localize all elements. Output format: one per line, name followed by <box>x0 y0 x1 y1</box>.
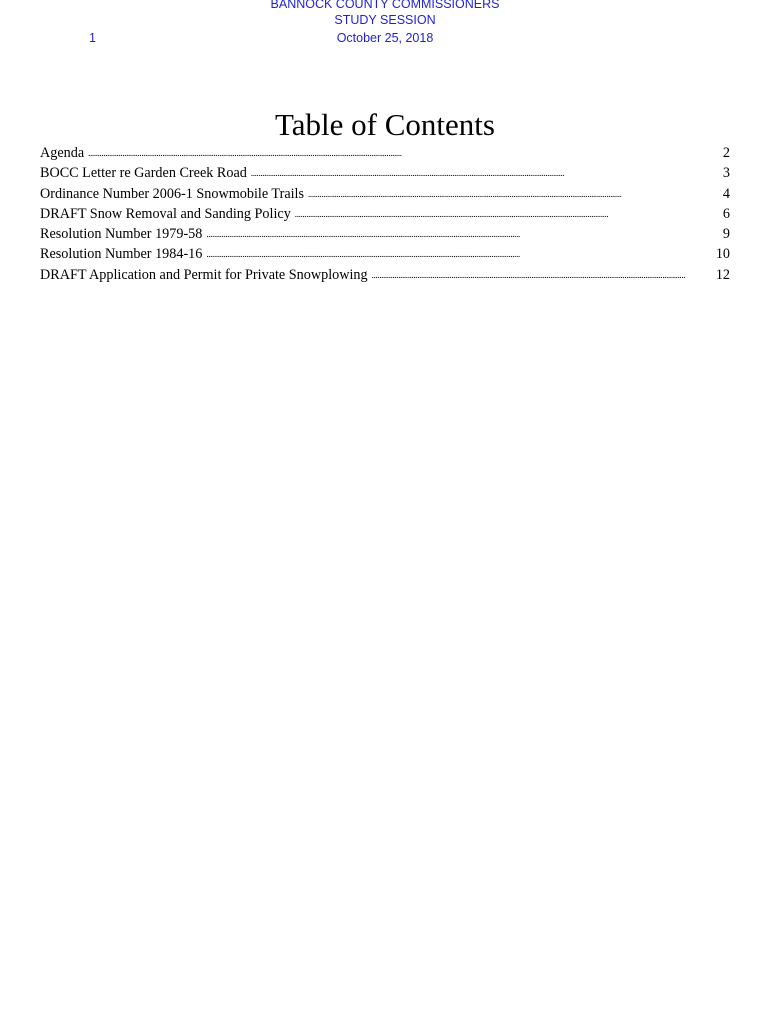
header-date: October 25, 2018 <box>336 31 434 45</box>
toc-dot-leader <box>88 148 716 158</box>
toc-entry-resolution-1979-58[interactable] <box>40 226 730 246</box>
toc-entry-agenda[interactable] <box>40 145 730 165</box>
toc-entry-page: 3 <box>722 165 730 182</box>
toc-entry-title: DRAFT Application and Permit for Private Snowplowing <box>40 266 368 283</box>
header-session-type: STUDY SESSION <box>334 13 436 27</box>
toc-entry-private-snowplowing-permit[interactable] <box>40 267 730 287</box>
page-number: 1 <box>89 31 96 45</box>
toc-entry-page: 4 <box>722 185 730 202</box>
header-organization: BANNOCK COUNTY COMMISSIONERS <box>270 0 500 11</box>
toc-dot-leader <box>295 209 716 219</box>
toc-entry-title: BOCC Letter re Garden Creek Road <box>40 165 247 182</box>
toc-dot-leader <box>308 189 716 199</box>
toc-entry-ordinance-2006-1[interactable] <box>40 186 730 206</box>
toc-entry-title: Resolution Number 1984-16 <box>40 246 203 263</box>
toc-title: Table of Contents <box>275 107 495 142</box>
toc-entry-title: Resolution Number 1979-58 <box>40 226 203 243</box>
toc-entry-page: 12 <box>715 266 730 283</box>
toc-dot-leader <box>206 249 711 259</box>
toc-dot-leader <box>206 229 716 239</box>
toc-entry-bocc-letter[interactable] <box>40 165 730 185</box>
toc-entry-title: Agenda <box>40 145 85 161</box>
toc-entry-title: Ordinance Number 2006-1 Snowmobile Trails <box>40 185 305 202</box>
toc-entry-page: 10 <box>715 246 730 263</box>
toc-entry-page: 6 <box>722 205 730 222</box>
toc-entry-page: 2 <box>722 145 730 161</box>
toc-dot-leader <box>251 168 716 178</box>
toc-entry-page: 9 <box>722 226 730 243</box>
toc-dot-leader <box>372 270 712 280</box>
toc-entry-title: DRAFT Snow Removal and Sanding Policy <box>40 205 291 222</box>
toc-entry-resolution-1984-16[interactable] <box>40 246 730 266</box>
toc-entry-snow-removal-policy[interactable] <box>40 206 730 226</box>
toc-list <box>40 145 730 287</box>
